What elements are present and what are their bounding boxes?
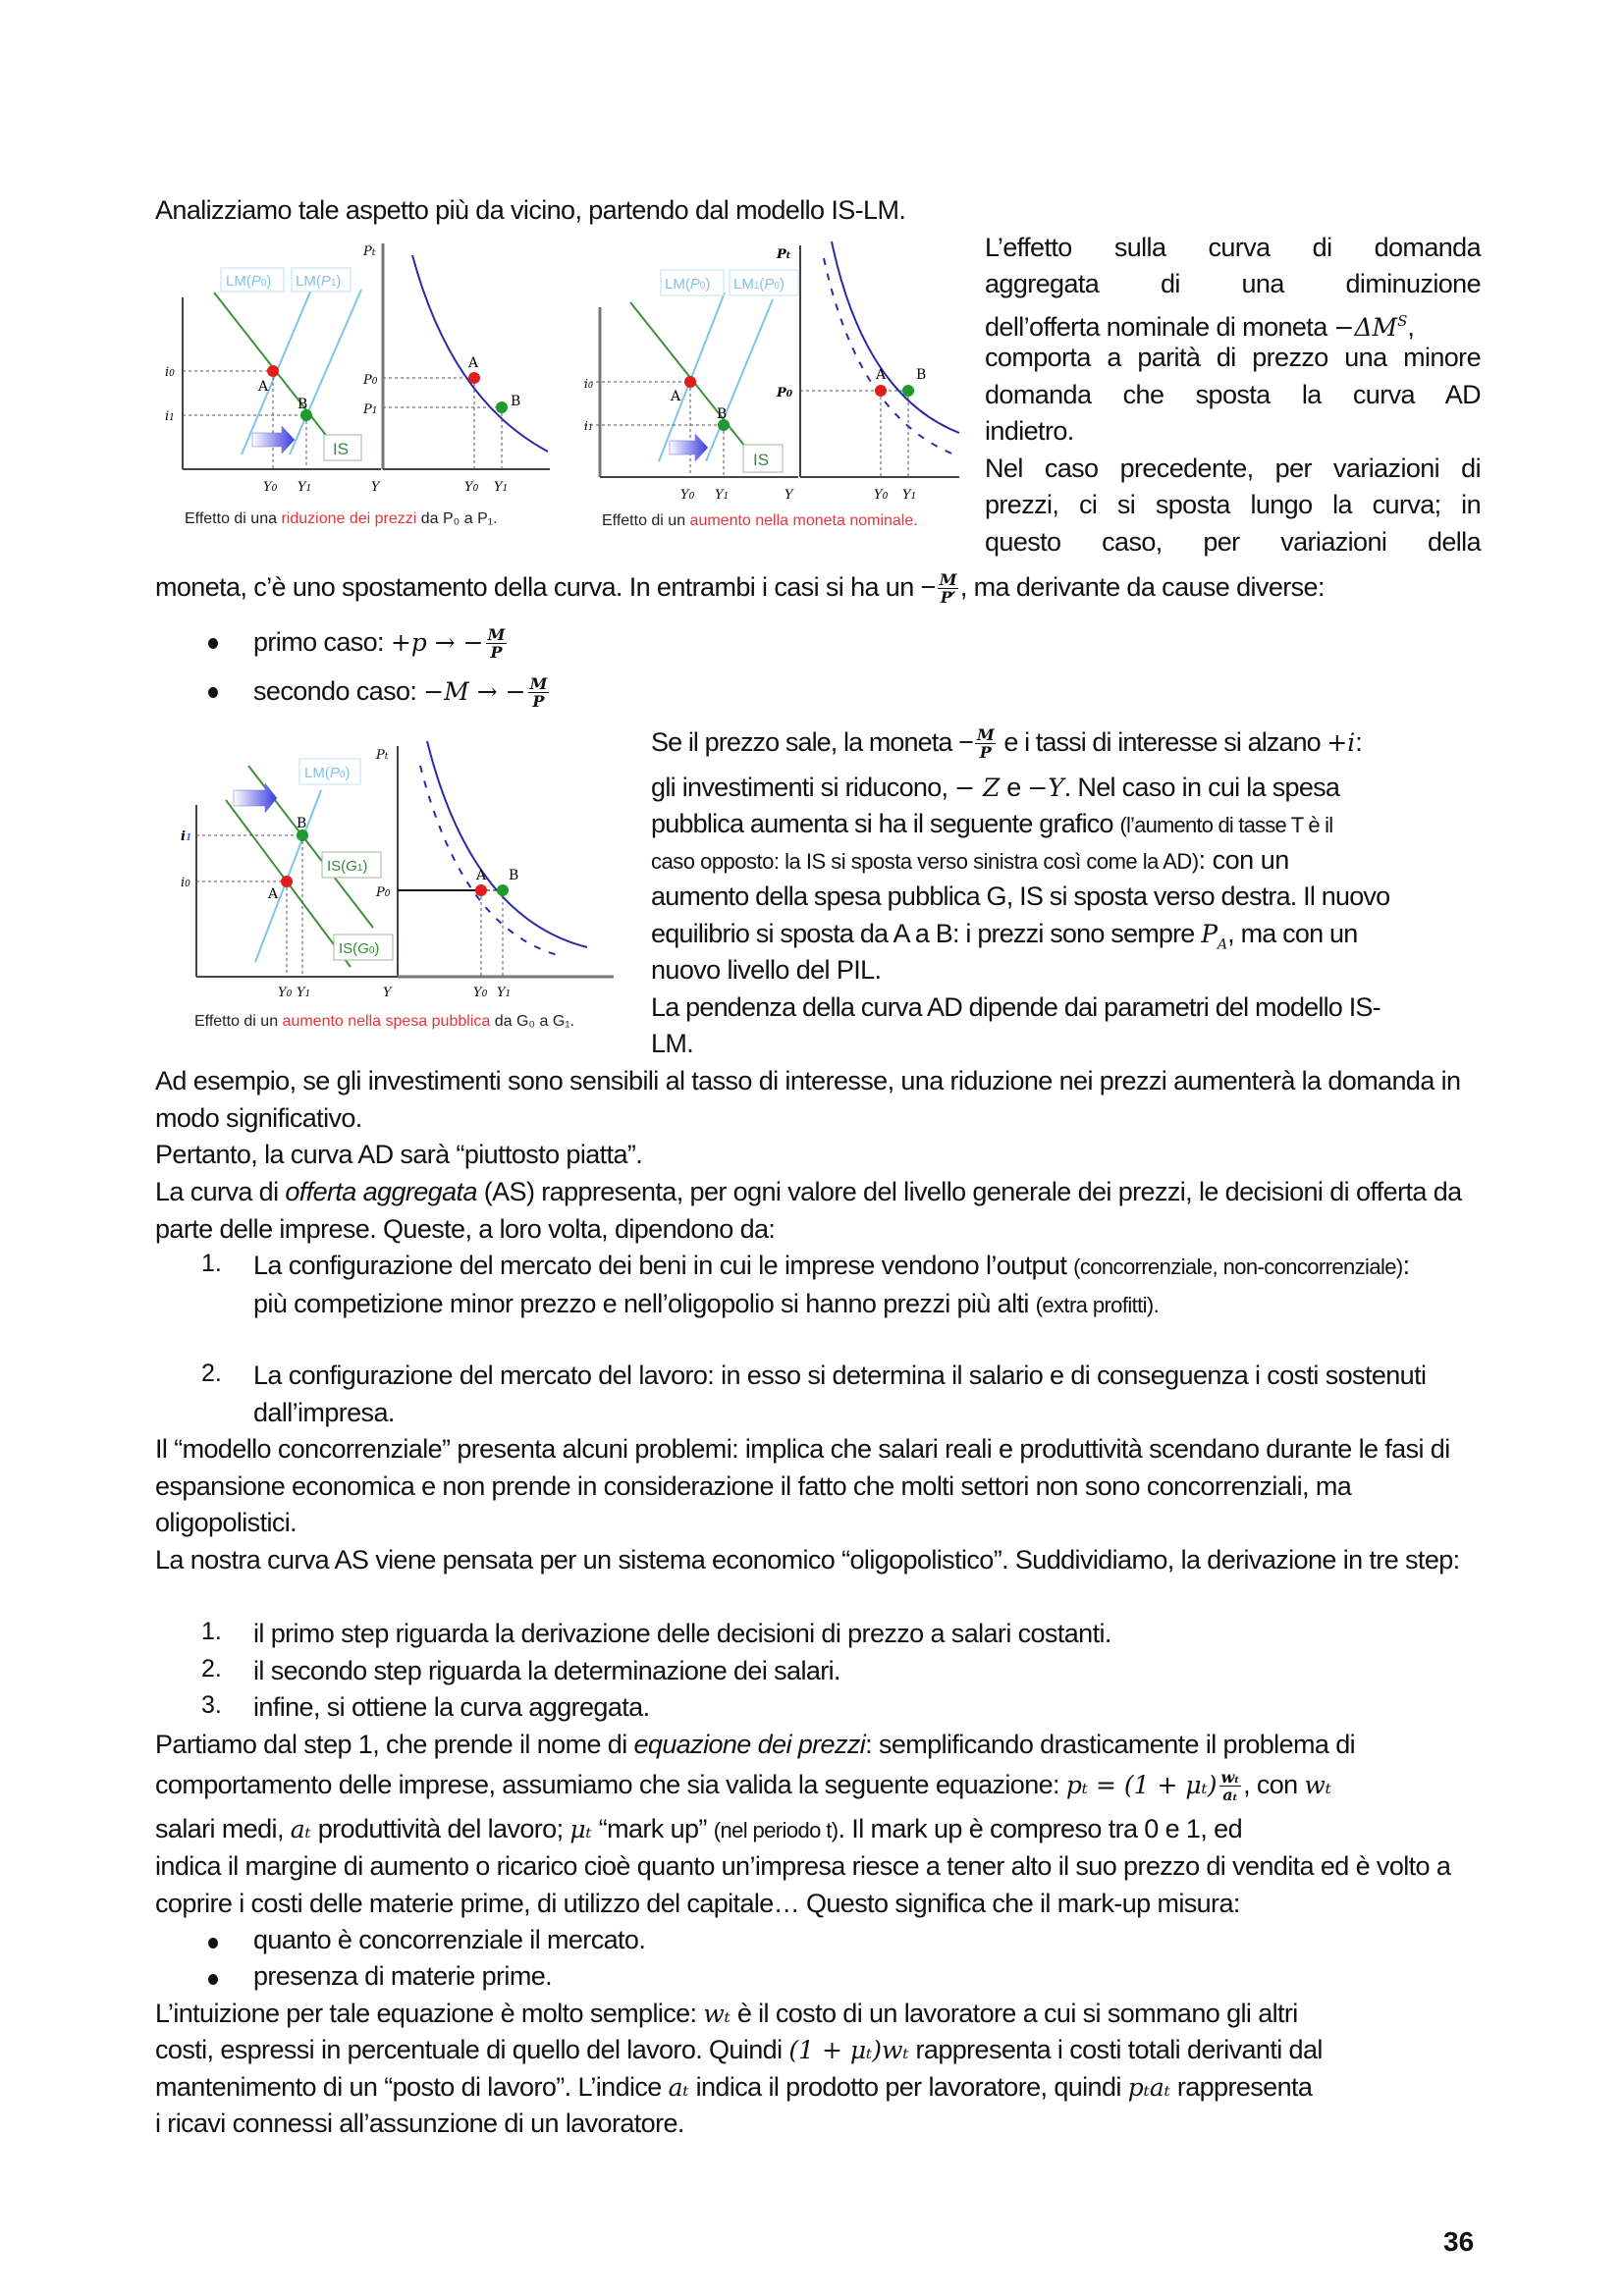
case-item: secondo caso: −M → − $\frac{M}{P}$ [253, 674, 547, 712]
svg-text:Y0: Y0 [464, 480, 479, 495]
svg-text:Y1: Y1 [902, 488, 917, 503]
paragraph-line: comportamento delle imprese, assumiamo che sia valida la seguente equazione: pₜ = (1 + μₜ) $\frac{\text{wₜ}}{\text{aₜ}}$ , con wₜ [155, 1768, 1332, 1805]
gov-text-line: LM. [651, 1029, 694, 1058]
right-column-line: comporta a parità di prezzo una minore [985, 343, 1481, 372]
paragraph-line: L’intuizione per tale equazione è molto semplice: wₜ è il costo di un lavoratore a cui si sommano gli altri [155, 1999, 1298, 2028]
figure-money-increase [584, 234, 977, 538]
figure-caption: Effetto di un aumento nella moneta nominale. [602, 512, 918, 529]
svg-text:P1: P1 [363, 402, 378, 417]
gov-text-line: nuovo livello del PIL. [651, 955, 882, 985]
gov-text-line: equilibrio si sposta da A a B: i prezzi sono sempre $P_A$, ma con un [651, 919, 1358, 953]
figure-caption: Effetto di una riduzione dei prezzi da P₀ a P₁. [185, 510, 498, 527]
svg-text:Y0: Y0 [278, 986, 293, 1000]
list-item: La configurazione del mercato dei beni in cui le imprese vendono l’output (concorrenziale, non-concorrenziale): più competizione minor prezzo e nell’oligopolio si hanno prezzi più alti (extra profitti). [253, 1251, 1410, 1318]
svg-text:B: B [916, 367, 927, 383]
svg-text:Y1: Y1 [497, 986, 512, 1000]
svg-text:Y1: Y1 [298, 480, 312, 495]
islm-ad-diagram-1 [157, 234, 550, 538]
svg-text:LM(P0): LM(P0) [226, 273, 272, 290]
svg-text:Y0: Y0 [874, 488, 889, 503]
figure-gov-spending [177, 731, 619, 1045]
svg-text:B: B [509, 868, 519, 883]
svg-text:i1: i1 [165, 409, 175, 424]
svg-text:IS(G0): IS(G0) [339, 940, 380, 957]
list-item: infine, si ottiene la curva aggregata. [253, 1692, 650, 1722]
paragraph: La nostra curva AS viene pensata per un sistema economico “oligopolistico”. Suddividiamo, la derivazione in tre step: [155, 1545, 1460, 1575]
svg-text:Y: Y [785, 488, 793, 503]
list-number: 3. [201, 1691, 222, 1719]
svg-text:i0: i0 [165, 365, 175, 380]
svg-text:IS: IS [753, 451, 770, 469]
svg-text:A: A [476, 868, 487, 883]
svg-text:Y1: Y1 [494, 480, 509, 495]
right-column-line: indietro. [985, 416, 1074, 446]
svg-text:i1: i1 [181, 829, 192, 844]
right-column-line: dell’offerta nominale di moneta $-\Delta M^S$, [985, 312, 1415, 342]
svg-text:LM(P0): LM(P0) [304, 765, 351, 781]
fraction-m-over-p: $\frac{M}{P'}$ [939, 570, 956, 608]
paragraph-line: i ricavi connessi all’assunzione di un lavoratore. [155, 2109, 684, 2138]
list-number: 2. [201, 1655, 222, 1682]
svg-text:LM1(P0): LM1(P0) [733, 276, 785, 293]
bullet-icon [208, 1938, 218, 1949]
svg-text:Pt: Pt [363, 244, 376, 259]
svg-text:Y0: Y0 [263, 480, 278, 495]
svg-text:Y: Y [371, 480, 380, 495]
list-number: 1. [201, 1618, 222, 1645]
svg-text:IS(G1): IS(G1) [327, 858, 368, 875]
svg-text:Pt: Pt [777, 247, 790, 262]
svg-text:P0: P0 [777, 386, 793, 400]
figure-caption: Effetto di un aumento nella spesa pubblica da G₀ a G₁. [194, 1013, 575, 1030]
list-number: 1. [201, 1250, 222, 1277]
svg-text:IS: IS [333, 440, 350, 458]
paragraph: Il “modello concorrenziale” presenta alcuni problemi: implica che salari reali e produttività scendano durante le fasi di espansione economica e non prende in considerazione il fatto che molti settori non sono concorrenziali, ma oligopolistici. [155, 1434, 1450, 1537]
right-column-line: questo caso, per variazioni della [985, 527, 1481, 557]
svg-text:A: A [671, 389, 681, 404]
bullet-item: quanto è concorrenziale il mercato. [253, 1925, 646, 1954]
svg-text:B: B [298, 397, 308, 412]
svg-text:Y0: Y0 [680, 488, 695, 503]
right-column-line: L’effetto sulla curva di domanda [985, 233, 1481, 262]
intro-line: Analizziamo tale aspetto più da vicino, partendo dal modello IS-LM. [155, 195, 906, 225]
svg-text:i1: i1 [584, 419, 593, 433]
svg-text:Y0: Y0 [473, 986, 488, 1000]
list-item: La configurazione del mercato del lavoro: in esso si determina il salario e di conseguenza i costi sostenuti dall’impresa. [253, 1361, 1427, 1427]
bullet-icon [208, 687, 218, 698]
gov-text-line: caso opposto: la IS si sposta verso sinistra così come la AD): con un [651, 845, 1289, 875]
right-column-line: prezzi, ci si sposta lungo la curva; in [985, 490, 1481, 519]
gov-text-line: pubblica aumenta si ha il seguente grafico (l’aumento di tasse T è il [651, 809, 1333, 838]
svg-text:i0: i0 [584, 377, 593, 391]
svg-text:B: B [717, 406, 728, 422]
right-column-line: Nel caso precedente, per variazioni di [985, 454, 1481, 483]
bullet-icon [208, 1974, 218, 1985]
paragraph: Pertanto, la curva AD sarà “piuttosto piatta”. [155, 1140, 643, 1169]
svg-text:A: A [258, 379, 269, 395]
list-item: il primo step riguarda la derivazione delle decisioni di prezzo a salari costanti. [253, 1619, 1111, 1648]
paragraph-line: costi, espressi in percentuale di quello del lavoro. Quindi (1 + μₜ)wₜ rappresenta i costi totali derivanti dal [155, 2035, 1323, 2064]
list-item: il secondo step riguarda la determinazione dei salari. [253, 1656, 840, 1685]
paragraph: Ad esempio, se gli investimenti sono sensibili al tasso di interesse, una riduzione nei prezzi aumenterà la domanda in modo significativo. [155, 1066, 1461, 1133]
svg-text:B: B [511, 394, 521, 409]
islm-ad-diagram-2 [584, 234, 977, 538]
figure-price-reduction [157, 234, 550, 538]
right-column-line: domanda che sposta la curva AD [985, 380, 1481, 409]
svg-text:LM(P1): LM(P1) [296, 273, 342, 290]
svg-text:A: A [268, 886, 279, 902]
bullet-item: presenza di materie prime. [253, 1961, 553, 1991]
svg-text:Pt: Pt [376, 748, 389, 763]
full-width-line: moneta, c’è uno spostamento della curva. In entrambi i casi si ha un − $\frac{M}{P'}$ , ma derivante da cause diverse: [155, 570, 1325, 608]
svg-text:A: A [468, 355, 479, 371]
right-column-line: aggregata di una diminuzione [985, 269, 1481, 298]
case-item: primo caso: +p → − $\frac{M}{P}$ [253, 625, 505, 663]
price-equation: pₜ = (1 + μₜ) [1065, 1771, 1218, 1799]
svg-text:i0: i0 [181, 876, 190, 890]
gov-text-line: La pendenza della curva AD dipende dai parametri del modello IS- [651, 992, 1380, 1022]
svg-text:Y1: Y1 [297, 986, 311, 1000]
svg-text:P0: P0 [363, 373, 378, 388]
gov-text-line: Se il prezzo sale, la moneta − $\frac{M}{P}$ e i tassi di interesse si alzano +i: [651, 725, 1362, 763]
islm-ad-diagram-3 [177, 731, 619, 1026]
svg-text:Y1: Y1 [715, 488, 730, 503]
svg-text:B: B [297, 816, 307, 831]
svg-text:A: A [876, 367, 887, 383]
svg-text:LM(P0): LM(P0) [665, 276, 711, 293]
gov-text-line: aumento della spesa pubblica G, IS si sposta verso destra. Il nuovo [651, 881, 1390, 911]
svg-text:P0: P0 [376, 885, 391, 900]
svg-text:Y: Y [383, 986, 392, 1000]
bullet-icon [208, 638, 218, 649]
list-number: 2. [201, 1360, 222, 1387]
gov-text-line: gli investimenti si riducono, − Z e −Y. Nel caso in cui la spesa [651, 773, 1340, 802]
paragraph: La curva di offerta aggregata (AS) rappresenta, per ogni valore del livello generale dei prezzi, le decisioni di offerta da parte delle imprese. Queste, a loro volta, dipendono da: [155, 1177, 1462, 1244]
paragraph: indica il margine di aumento o ricarico cioè quanto un’impresa riesce a tener alto il suo prezzo di vendita ed è volto a coprire i costi delle materie prime, di utilizzo del capitale… Questo significa che il mark-up misura: [155, 1851, 1451, 1918]
paragraph-line: Partiamo dal step 1, che prende il nome di equazione dei prezzi: semplificando drasticamente il problema di [155, 1730, 1356, 1759]
paragraph-line: salari medi, aₜ produttività del lavoro; μₜ “mark up” (nel periodo t). Il mark up è compreso tra 0 e 1, ed [155, 1814, 1242, 1843]
paragraph-line: mantenimento di un “posto di lavoro”. L’indice aₜ indica il prodotto per lavoratore, quindi pₜaₜ rappresenta [155, 2072, 1313, 2102]
page-number: 36 [1443, 2226, 1475, 2257]
